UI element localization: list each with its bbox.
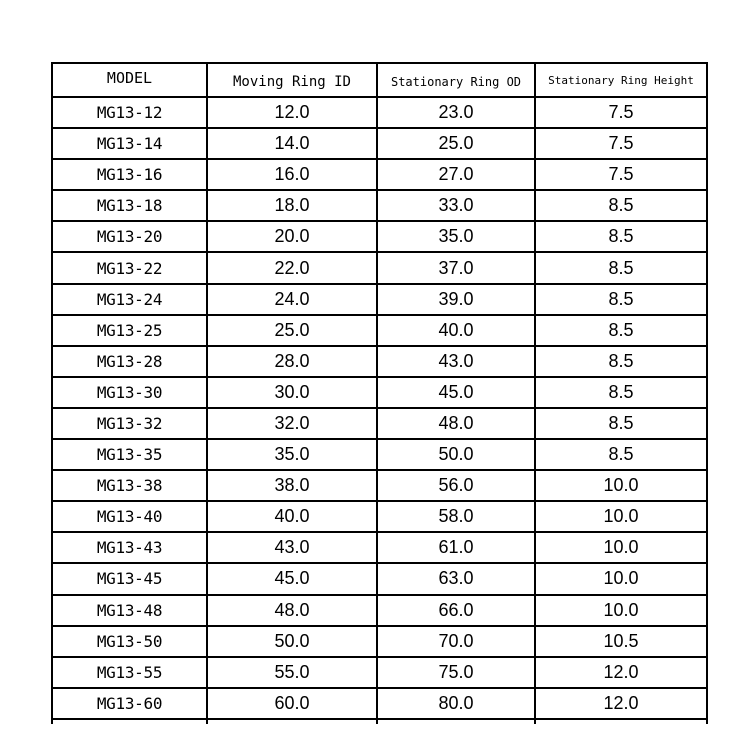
empty-cell <box>207 719 377 724</box>
column-header-stationary-ring-od: Stationary Ring OD <box>377 63 535 97</box>
stationary-ring-od-cell: 75.0 <box>377 657 535 688</box>
table-row <box>52 532 707 563</box>
table-body <box>52 97 707 724</box>
model-cell: MG13-60 <box>52 688 207 719</box>
moving-ring-id-cell: 12.0 <box>207 97 377 128</box>
model-cell: MG13-14 <box>52 128 207 159</box>
moving-ring-id-cell: 40.0 <box>207 501 377 532</box>
stationary-ring-height-cell: 10.0 <box>535 595 707 626</box>
stationary-ring-od-cell: 56.0 <box>377 470 535 501</box>
table-row <box>52 470 707 501</box>
table-row <box>52 190 707 221</box>
stationary-ring-od-cell: 43.0 <box>377 346 535 377</box>
moving-ring-id-cell: 55.0 <box>207 657 377 688</box>
table-row <box>52 315 707 346</box>
model-cell: MG13-40 <box>52 501 207 532</box>
stationary-ring-height-cell: 8.5 <box>535 377 707 408</box>
stationary-ring-height-cell: 10.5 <box>535 626 707 657</box>
stationary-ring-od-cell: 66.0 <box>377 595 535 626</box>
moving-ring-id-cell: 38.0 <box>207 470 377 501</box>
table-row <box>52 439 707 470</box>
moving-ring-id-cell: 32.0 <box>207 408 377 439</box>
moving-ring-id-cell: 60.0 <box>207 688 377 719</box>
stationary-ring-od-cell: 50.0 <box>377 439 535 470</box>
model-cell: MG13-22 <box>52 252 207 283</box>
stationary-ring-height-cell: 10.0 <box>535 470 707 501</box>
table-row <box>52 221 707 252</box>
stationary-ring-od-cell: 23.0 <box>377 97 535 128</box>
stationary-ring-height-cell: 7.5 <box>535 128 707 159</box>
moving-ring-id-cell: 30.0 <box>207 377 377 408</box>
spec-table <box>51 62 708 724</box>
header-row <box>52 63 707 97</box>
model-cell: MG13-25 <box>52 315 207 346</box>
stationary-ring-height-cell: 8.5 <box>535 221 707 252</box>
table-row <box>52 626 707 657</box>
table-row <box>52 657 707 688</box>
column-header-moving-ring-id: Moving Ring ID <box>207 63 377 97</box>
table-row <box>52 377 707 408</box>
model-cell: MG13-48 <box>52 595 207 626</box>
moving-ring-id-cell: 14.0 <box>207 128 377 159</box>
stationary-ring-od-cell: 58.0 <box>377 501 535 532</box>
stationary-ring-od-cell: 33.0 <box>377 190 535 221</box>
model-cell: MG13-50 <box>52 626 207 657</box>
table-row <box>52 159 707 190</box>
moving-ring-id-cell: 28.0 <box>207 346 377 377</box>
moving-ring-id-cell: 20.0 <box>207 221 377 252</box>
table-row <box>52 252 707 283</box>
stationary-ring-od-cell: 48.0 <box>377 408 535 439</box>
stationary-ring-height-cell: 8.5 <box>535 284 707 315</box>
stationary-ring-od-cell: 35.0 <box>377 221 535 252</box>
model-cell: MG13-28 <box>52 346 207 377</box>
stationary-ring-od-cell: 70.0 <box>377 626 535 657</box>
table-row <box>52 97 707 128</box>
table-row <box>52 563 707 594</box>
moving-ring-id-cell: 22.0 <box>207 252 377 283</box>
stationary-ring-height-cell: 8.5 <box>535 315 707 346</box>
moving-ring-id-cell: 25.0 <box>207 315 377 346</box>
moving-ring-id-cell: 50.0 <box>207 626 377 657</box>
model-cell: MG13-45 <box>52 563 207 594</box>
stationary-ring-height-cell: 7.5 <box>535 97 707 128</box>
moving-ring-id-cell: 35.0 <box>207 439 377 470</box>
stationary-ring-height-cell: 7.5 <box>535 159 707 190</box>
column-header-stationary-ring-height: Stationary Ring Height <box>535 63 707 97</box>
column-header-model: MODEL <box>52 63 207 97</box>
stationary-ring-od-cell: 63.0 <box>377 563 535 594</box>
table-row <box>52 595 707 626</box>
stationary-ring-od-cell: 25.0 <box>377 128 535 159</box>
moving-ring-id-cell: 45.0 <box>207 563 377 594</box>
stationary-ring-height-cell: 8.5 <box>535 439 707 470</box>
stationary-ring-od-cell: 39.0 <box>377 284 535 315</box>
moving-ring-id-cell: 48.0 <box>207 595 377 626</box>
stationary-ring-height-cell: 12.0 <box>535 688 707 719</box>
stationary-ring-height-cell: 10.0 <box>535 501 707 532</box>
model-cell: MG13-20 <box>52 221 207 252</box>
moving-ring-id-cell: 24.0 <box>207 284 377 315</box>
stationary-ring-height-cell: 8.5 <box>535 408 707 439</box>
stationary-ring-height-cell: 8.5 <box>535 252 707 283</box>
stationary-ring-height-cell: 8.5 <box>535 346 707 377</box>
table-row <box>52 346 707 377</box>
table-row-cut-off <box>52 719 707 724</box>
model-cell: MG13-32 <box>52 408 207 439</box>
table-row <box>52 284 707 315</box>
stationary-ring-od-cell: 80.0 <box>377 688 535 719</box>
model-cell: MG13-24 <box>52 284 207 315</box>
table-row <box>52 688 707 719</box>
stationary-ring-od-cell: 40.0 <box>377 315 535 346</box>
stationary-ring-od-cell: 45.0 <box>377 377 535 408</box>
moving-ring-id-cell: 43.0 <box>207 532 377 563</box>
moving-ring-id-cell: 16.0 <box>207 159 377 190</box>
model-cell: MG13-30 <box>52 377 207 408</box>
model-cell: MG13-43 <box>52 532 207 563</box>
model-cell: MG13-35 <box>52 439 207 470</box>
empty-cell <box>52 719 207 724</box>
stationary-ring-od-cell: 27.0 <box>377 159 535 190</box>
empty-cell <box>535 719 707 724</box>
stationary-ring-height-cell: 10.0 <box>535 563 707 594</box>
model-cell: MG13-18 <box>52 190 207 221</box>
model-cell: MG13-38 <box>52 470 207 501</box>
table-header <box>52 63 707 97</box>
model-cell: MG13-16 <box>52 159 207 190</box>
model-cell: MG13-12 <box>52 97 207 128</box>
stationary-ring-od-cell: 37.0 <box>377 252 535 283</box>
stationary-ring-od-cell: 61.0 <box>377 532 535 563</box>
stationary-ring-height-cell: 12.0 <box>535 657 707 688</box>
table-row <box>52 128 707 159</box>
table-row <box>52 408 707 439</box>
moving-ring-id-cell: 18.0 <box>207 190 377 221</box>
empty-cell <box>377 719 535 724</box>
stationary-ring-height-cell: 8.5 <box>535 190 707 221</box>
model-cell: MG13-55 <box>52 657 207 688</box>
table-row <box>52 501 707 532</box>
stationary-ring-height-cell: 10.0 <box>535 532 707 563</box>
